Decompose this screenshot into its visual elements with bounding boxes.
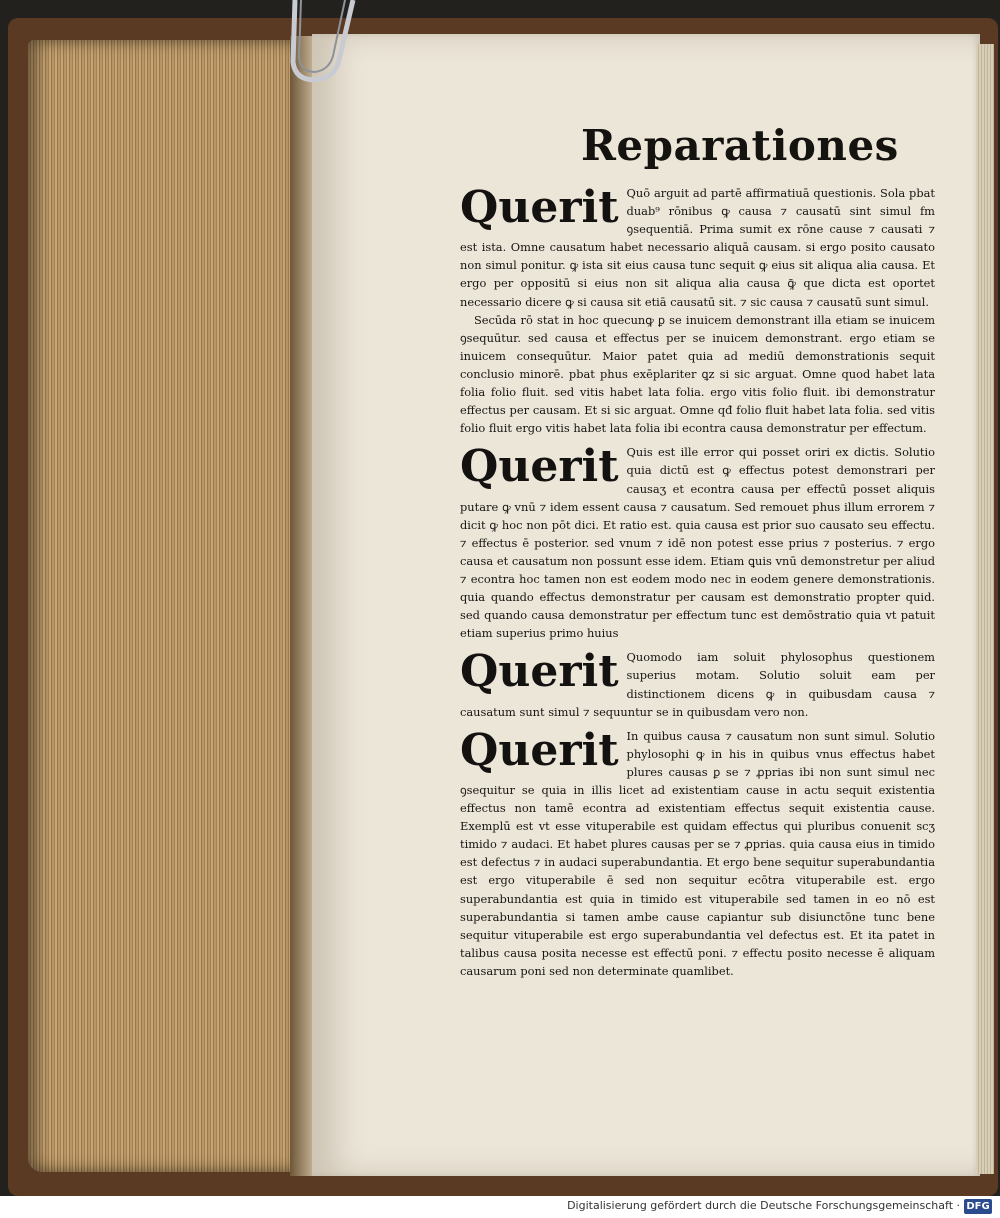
initial-querit: Querit [460,441,619,493]
paragraph-text: Quis est ille error qui posset oriri ex dictis. Solutio quia dictū est ꝙ effectus potest demonstrari per causaʒ et econtra causa per effectū posset aliquis putare ꝙ vnū ⁊ idem essent causa ⁊ causatum. Sed remouet phus illum errorem ⁊ dicit ꝙ hoc non pōt dici. Et ratio est. quia causa est prior suo causato seu effectu. ⁊ effectus ē posterior. sed vnum ⁊ idē non potest esse prius ⁊ posterius. ⁊ ergo causa et causatum non possunt esse idem. Etiam ꝗuis vnū demonstretur per aliud ⁊ econtra hoc tamen non est eodem modo nec in eodem genere demonstrationis. quia quando effectus demonstratur per causam est demonstratio propter quid. sed quando causa demonstratur per effectum tunc est demōstratio quia vt patuit etiam superius primo huius [460,445,935,641]
footer-bar [0,1196,1000,1218]
page-clip-icon [287,0,357,84]
paragraph-1 [460,184,935,311]
page-edges-right [976,44,994,1174]
initial-querit: Querit [460,182,619,233]
initial-querit: Querit [460,646,619,698]
paragraph-text: Quomodo iam soluit phylosophus questionem superius motam. Solutio soluit eam per distinctionem dicens ꝙ in quibusdam causa ⁊ causatum sunt simul ⁊ sequuntur se in quibusdam vero non. [460,650,935,719]
paragraph-3 [460,443,935,642]
initial-querit: Querit [460,724,619,776]
footer-credit: Digitalisierung gefördert durch die Deutsche Forschungsgemeinschaft · [567,1199,960,1212]
dfg-logo: DFG [964,1199,992,1214]
paragraph-text: Secūda rō stat in hoc quecunꝙ ꝑ se inuicem demonstrant illa etiam se inuicem ꝯsequūtur. sed causa et effectus per se inuicem demonstrant. ergo etiam se inuicem consequūtur. Maior patet quia ad mediū demonstrationis sequit conclusio minorē. pbat phus exēplariter ꝗz si sic arguat. Omne quod habet lata folia folio fluit. sed vitis habet lata folia. ergo vitis folio fluit. ibi demonstratur effectus per causam. Et si sic arguat. Omne qđ folio fluit habet lata folia. sed vitis folio fluit ergo vitis habet lata folia ibi econtra causa demonstratur per effectum. [460,312,935,436]
paragraph-5 [460,724,935,980]
paragraph-text: In quibus causa ⁊ causatum non sunt simul. Solutio phylosophi ꝙ in his in quibus vnus effectus habet plures causas ꝑ se ⁊ ꝓprias ibi non sunt simul nec ꝯsequitur se quia in illis licet ad existentiam cause in actu sequit existentia effectus non tamē econtra ad existentiam effectus sequit existentia cause. Exemplū est vt esse vituperabile est quidam effectus qui pluribus conuenit scʒ timido ⁊ audaci. Et habet plures causas per se ⁊ ꝓprias. quia causa eius in timido est defectus ⁊ in audaci superabundantia. Et ergo bene sequitur superabundantia est ergo vituperabile ē sed non sequitur ecōtra vituperabile est. ergo superabundantia est quia in timido est vituperabile sed tamen in eo nō est superabundantia si tamen ambe cause capiantur sub disiunctōne tunc bene sequitur vituperabile est ergo superabundantia vel defectus est. Et ita patet in talibus causa posita necesse est effectū poni. ⁊ effectu posito necesse ē aliquam causarum poni sed non determinate quamlibet. [460,728,935,978]
page-text-block [460,178,935,980]
running-head: Reparationes [581,121,899,170]
paragraph-text: Quō arguit ad partē affirmatiuā questionis. Sola pbat duab⁹ rōnibus ꝙ causa ⁊ causatū sint simul fm ꝯsequentiā. Prima sumit ex rōne cause ⁊ causati ⁊ est ista. Omne causatum habet necessario aliquā causam. si ergo posito causato non simul ponitur. ꝙ ista sit eius causa tunc sequit ꝙ eius sit aliqua alia causa. Et ergo per oppositū si eius non sit aliqua alia causa ꝙ̄ que dicta est oportet necessario dicere ꝙ si causa sit etiā causatū sit. ⁊ sic causa ⁊ causatū sunt simul. [460,186,935,309]
page-edges-left [28,40,310,1172]
paragraph-4 [460,648,935,720]
paragraph-2 [460,311,935,438]
